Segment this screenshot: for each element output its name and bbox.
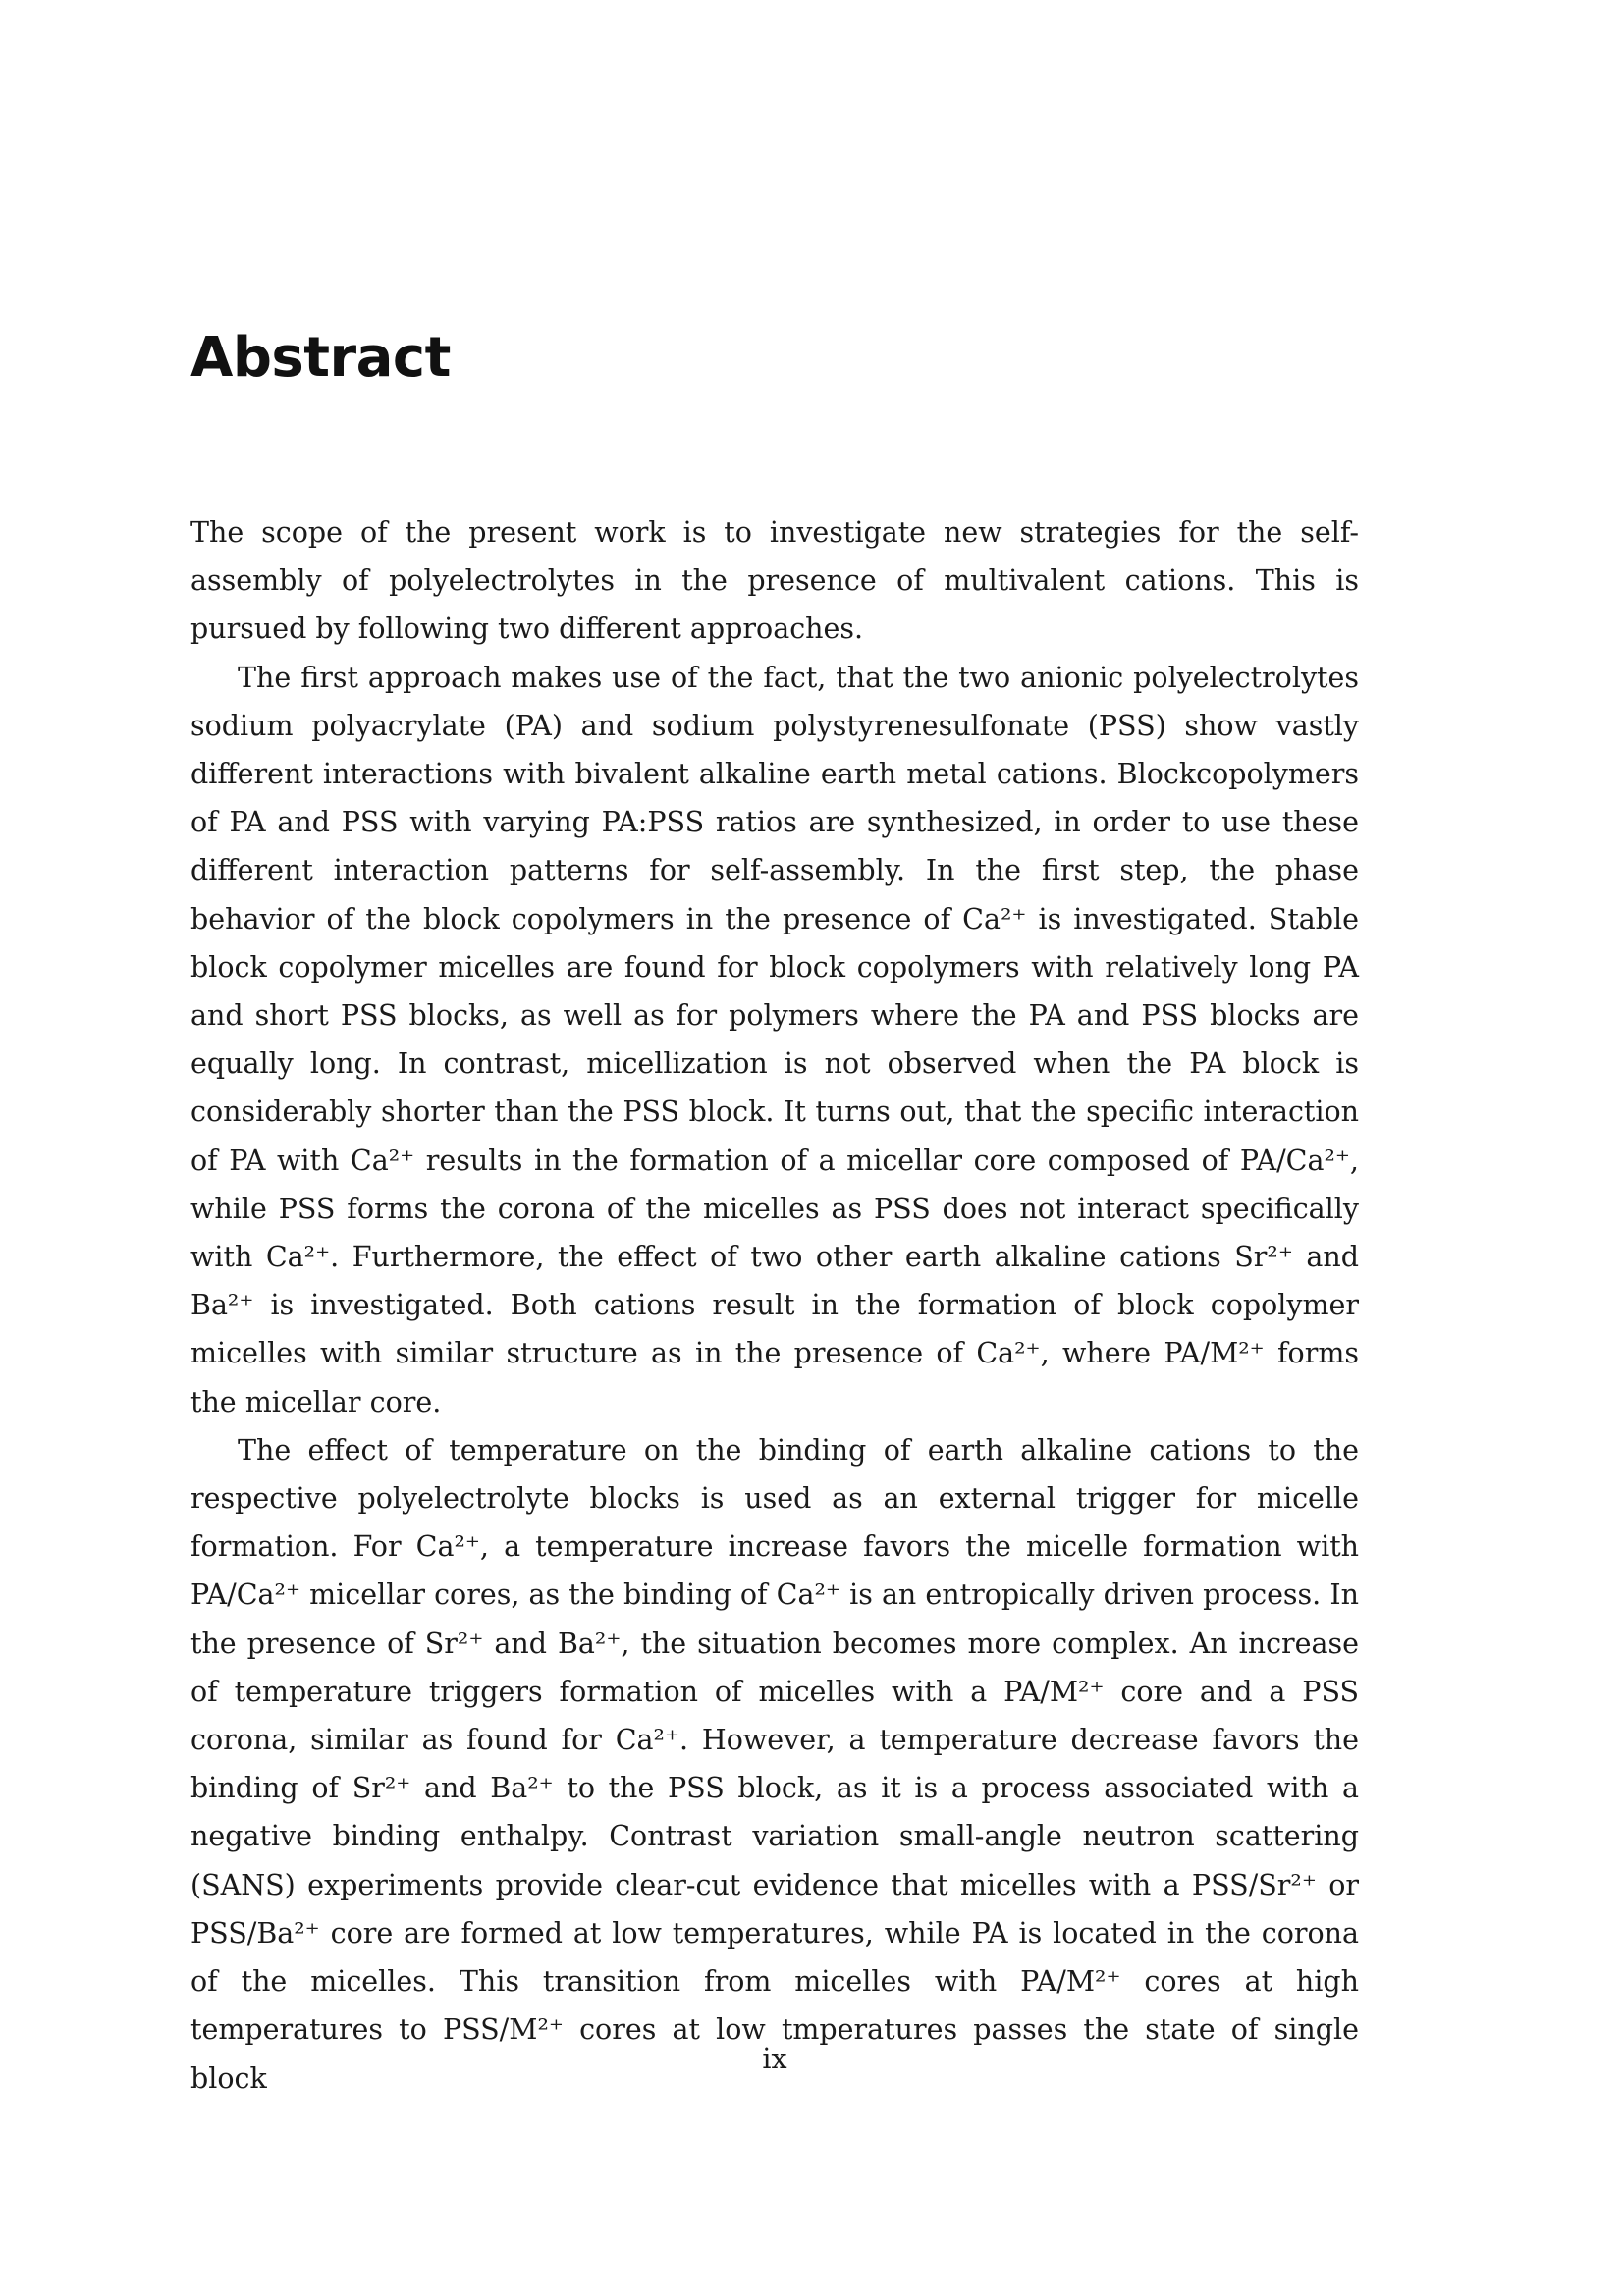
abstract-body — [190, 508, 1359, 2103]
chapter-title: Abstract — [190, 326, 451, 390]
abstract-paragraph-1: The scope of the present work is to investigate new strategies for the self-assembly of polyelectrolytes in the presence of multivalent cations. This is pursued by following two different approaches. — [190, 516, 1359, 646]
abstract-paragraph-3: The effect of temperature on the binding of earth alkaline cations to the respective polyelectrolyte blocks is used as an external trigger for micelle formation. For Ca²⁺, a temperature increase favors the micelle formation with PA/Ca²⁺ micellar cores, as the binding of Ca²⁺ is an entropically driven process. In the presence of Sr²⁺ and Ba²⁺, the situation becomes more complex. An increase of temperature triggers formation of micelles with a PA/M²⁺ core and a PSS corona, similar as found for Ca²⁺. However, a temperature decrease favors the binding of Sr²⁺ and Ba²⁺ to the PSS block, as it is a process associated with a negative binding enthalpy. Contrast variation small-angle neutron scattering (SANS) experiments provide clear-cut evidence that micelles with a PSS/Sr²⁺ or PSS/Ba²⁺ core are formed at low temperatures, while PA is located in the corona of the micelles. This transition from micelles with PA/M²⁺ cores at high temperatures to PSS/M²⁺ cores at low tmperatures passes the state of single block — [190, 1433, 1359, 2095]
abstract-paragraph-2: The first approach makes use of the fact, that the two anionic polyelectrolytes sodium polyacrylate (PA) and sodium polystyrenesulfonate (PSS) show vastly different interactions with bivalent alkaline earth metal cations. Blockcopolymers of PA and PSS with varying PA:PSS ratios are synthesized, in order to use these different interaction patterns for self-assembly. In the first step, the phase behavior of the block copolymers in the presence of Ca²⁺ is investigated. Stable block copolymer micelles are found for block copolymers with relatively long PA and short PSS blocks, as well as for polymers where the PA and PSS blocks are equally long. In contrast, micellization is not observed when the PA block is considerably shorter than the PSS block. It turns out, that the specific interaction of PA with Ca²⁺ results in the formation of a micellar core composed of PA/Ca²⁺, while PSS forms the corona of the micelles as PSS does not interact specifically with Ca²⁺. Furthermore, the effect of two other earth alkaline cations Sr²⁺ and Ba²⁺ is investigated. Both cations result in the formation of block copolymer micelles with similar structure as in the presence of Ca²⁺, where PA/M²⁺ forms the micellar core. — [190, 661, 1359, 1418]
page-number: ix — [762, 2043, 787, 2075]
